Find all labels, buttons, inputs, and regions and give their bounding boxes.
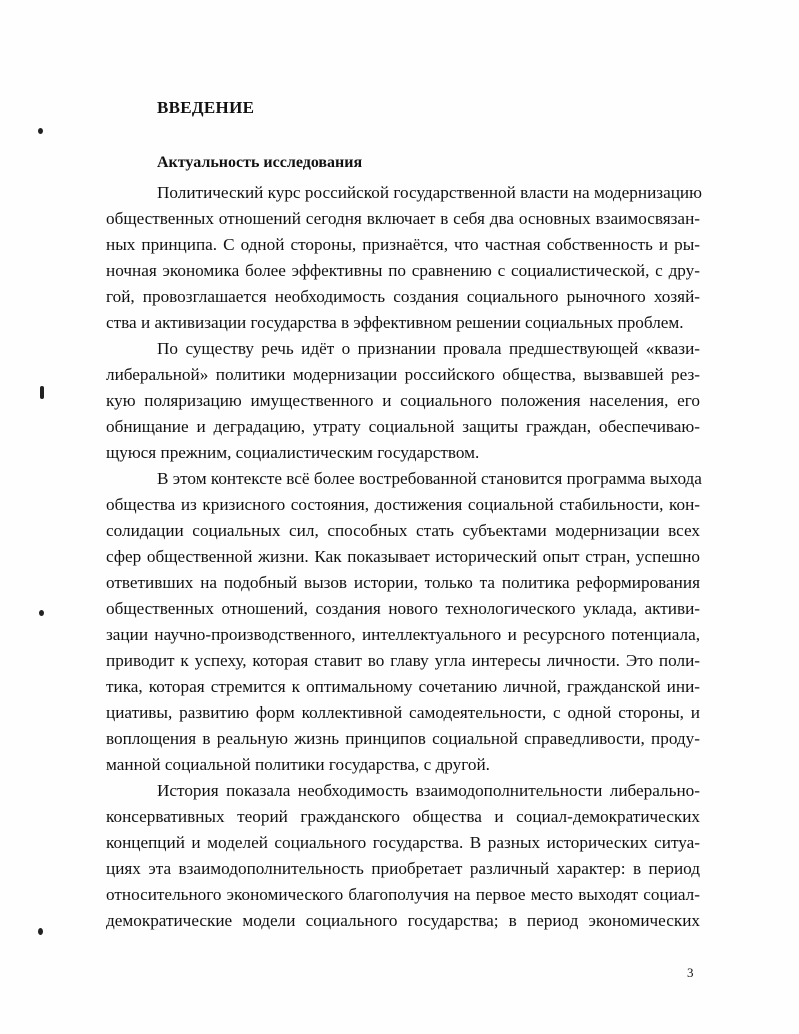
text-line: тика, которая стремится к оптимальному сочетанию личной, гражданской ини- bbox=[106, 677, 700, 696]
text-line: История показала необходимость взаимодополнительности либерально- bbox=[157, 781, 700, 800]
text-line: В этом контексте всё более востребованной становится программа выхода bbox=[157, 469, 702, 488]
text-line: консервативных теорий гражданского общества и социал-демократических bbox=[106, 807, 700, 826]
text-line: Политический курс российской государственной власти на модернизацию bbox=[157, 183, 702, 202]
scan-mark-4 bbox=[38, 928, 43, 935]
text-line: ночная экономика более эффективны по сравнению с социалистической, с дру- bbox=[106, 261, 700, 280]
text-line: гой, провозглашается необходимость создания социального рыночного хозяй- bbox=[106, 287, 700, 306]
text-line: циях эта взаимодополнительность приобретает различный характер: в период bbox=[106, 859, 700, 878]
text-line: приводит к успеху, которая ставит во главу угла интересы личности. Это поли- bbox=[106, 651, 700, 670]
text-line: относительного экономического благополучия на первое место выходят социал- bbox=[106, 885, 700, 904]
scan-mark-2 bbox=[40, 386, 44, 399]
scan-mark-1 bbox=[38, 128, 43, 134]
scan-mark-3 bbox=[39, 610, 44, 616]
text-line: манной социальной политики государства, с другой. bbox=[106, 755, 490, 774]
text-line: циативы, развитию форм коллективной самодеятельности, с одной стороны, и bbox=[106, 703, 700, 722]
text-line: концепций и моделей социального государства. В разных исторических ситуа- bbox=[106, 833, 700, 852]
text-line: щуюся прежним, социалистическим государством. bbox=[106, 443, 480, 462]
text-line: зации научно-производственного, интеллектуального и ресурсного потенциала, bbox=[106, 625, 700, 644]
text-line: сфер общественной жизни. Как показывает исторический опыт стран, успешно bbox=[106, 547, 700, 566]
page-number: 3 bbox=[687, 965, 694, 980]
text-line: солидации социальных сил, способных стать субъектами модернизации всех bbox=[106, 521, 700, 540]
body-text bbox=[106, 180, 700, 934]
text-line: кую поляризацию имущественного и социального положения населения, его bbox=[106, 391, 700, 410]
text-line: демократические модели социального государства; в период экономических bbox=[106, 911, 700, 930]
text-line: По существу речь идёт о признании провала предшествующей «квази- bbox=[157, 339, 700, 358]
text-line: воплощения в реальную жизнь принципов социальной справедливости, проду- bbox=[106, 729, 700, 748]
text-line: обнищание и деградацию, утрату социальной защиты граждан, обеспечиваю- bbox=[106, 417, 700, 436]
text-line: общественных отношений, создания нового технологического уклада, активи- bbox=[106, 599, 700, 618]
text-line: ства и активизации государства в эффективном решении социальных проблем. bbox=[106, 313, 684, 332]
section-heading: ВВЕДЕНИЕ bbox=[157, 98, 255, 117]
text-line: общества из кризисного состояния, достижения социальной стабильности, кон- bbox=[106, 495, 700, 514]
text-line: общественных отношений сегодня включает в себя два основных взаимосвязан- bbox=[106, 209, 700, 228]
text-line: ответивших на подобный вызов истории, только та политика реформирования bbox=[106, 573, 700, 592]
section-subheading: Актуальность исследования bbox=[157, 154, 363, 171]
text-line: ных принципа. С одной стороны, признаётся, что частная собственность и ры- bbox=[106, 235, 700, 254]
text-line: либеральной» политики модернизации российского общества, вызвавшей рез- bbox=[106, 365, 700, 384]
